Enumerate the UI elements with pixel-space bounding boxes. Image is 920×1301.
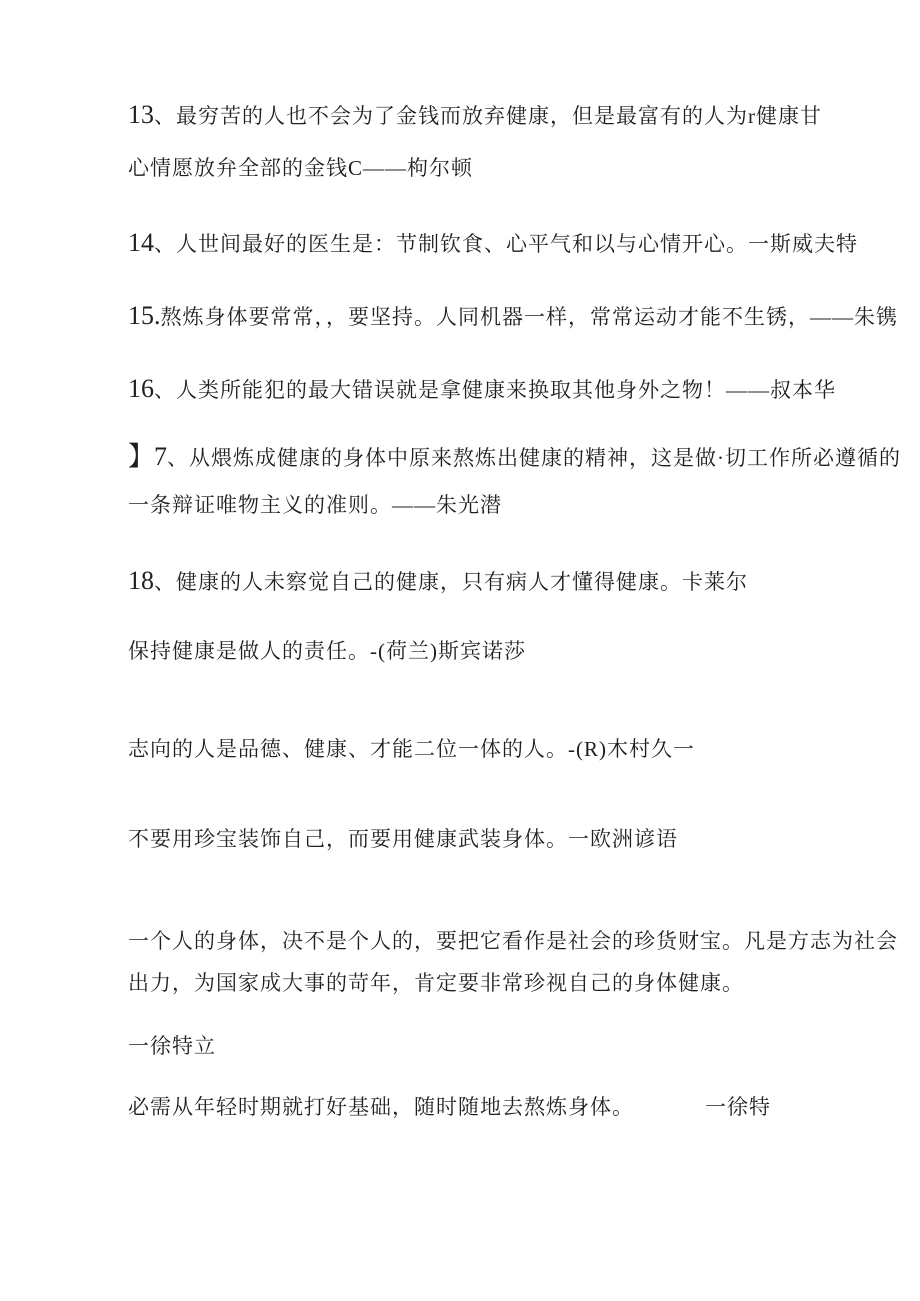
quote-13-text-2: 心情愿放弁全部的金钱C——枸尔顿 xyxy=(128,156,474,180)
quote-18-number: 18 xyxy=(128,566,154,595)
quote-16-text: 、人类所能犯的最大错误就是拿健康来换取其他身外之物！——叔本华 xyxy=(154,378,836,402)
quote-13-number: 13 xyxy=(128,100,154,129)
quote-14-number: 14 xyxy=(128,228,154,257)
quote-17-text-1: 、从煨炼成健康的身体中原来熬炼出健康的精神，这是做·切工作所必遵循的 xyxy=(167,446,902,470)
quote-16-line xyxy=(128,376,836,403)
quote-17-line-1 xyxy=(128,444,901,471)
quote-kimura-text: 志向的人是品德、健康、才能二位一体的人。-(R)木村久一 xyxy=(128,737,695,761)
quote-xu-teli-line-1 xyxy=(128,928,898,954)
quote-xu-teli-author xyxy=(128,1033,216,1059)
quote-xu-teli-line-2 xyxy=(128,970,744,996)
quote-european-proverb-text: 不要用珍宝装饰自己，而要用健康武装身体。一欧洲谚语 xyxy=(128,827,678,851)
quote-exercise-text: 必需从年轻时期就打好基础，随时随地去熬炼身体。 xyxy=(128,1095,634,1119)
quote-13-line-1 xyxy=(128,102,822,129)
quote-spinoza-line xyxy=(128,638,526,664)
quote-18-line xyxy=(128,568,748,595)
quote-13-text-1: 、最穷苦的人也不会为了金钱而放弃健康，但是最富有的人为r健康甘 xyxy=(154,104,822,128)
quote-exercise-author xyxy=(705,1094,771,1120)
quote-16-number: 16 xyxy=(128,374,154,403)
quote-15-number: 15. xyxy=(128,301,161,330)
quote-17-number: 】7 xyxy=(128,442,168,471)
quote-xu-teli-text-2: 出力，为国家成大事的苛年，肯定要非常珍视自己的身体健康。 xyxy=(128,971,744,995)
quote-xu-teli-text-1: 一个人的身体，决不是个人的，要把它看作是社会的珍货财宝。凡是方志为社会 xyxy=(128,929,898,953)
quote-14-text: 、人世间最好的医生是：节制钦食、心平气和以与心情开心。一斯威夫特 xyxy=(154,232,858,256)
quote-18-text: 、健康的人未察觉自己的健康，只有病人才懂得健康。卡莱尔 xyxy=(154,570,748,594)
quote-kimura-line xyxy=(128,736,695,762)
quote-14-line xyxy=(128,230,858,257)
quote-15-text: 熬炼身体要常常，，要坚持。人同机器一样，常常运动才能不生锈，——朱镌 xyxy=(160,305,898,329)
quote-xu-teli-author-text: 一徐特立 xyxy=(128,1034,216,1058)
quote-17-line-2 xyxy=(128,492,502,518)
quote-spinoza-text: 保持健康是做人的责任。-(荷兰)斯宾诺莎 xyxy=(128,639,526,663)
quote-exercise-line xyxy=(128,1094,634,1120)
quote-13-line-2 xyxy=(128,155,473,181)
quote-15-line xyxy=(128,303,898,330)
quote-17-text-2: 一条辩证唯物主义的准则。——朱光潜 xyxy=(128,493,502,517)
quote-exercise-author-text: 一徐特 xyxy=(705,1095,771,1119)
quote-european-proverb-line xyxy=(128,826,678,852)
